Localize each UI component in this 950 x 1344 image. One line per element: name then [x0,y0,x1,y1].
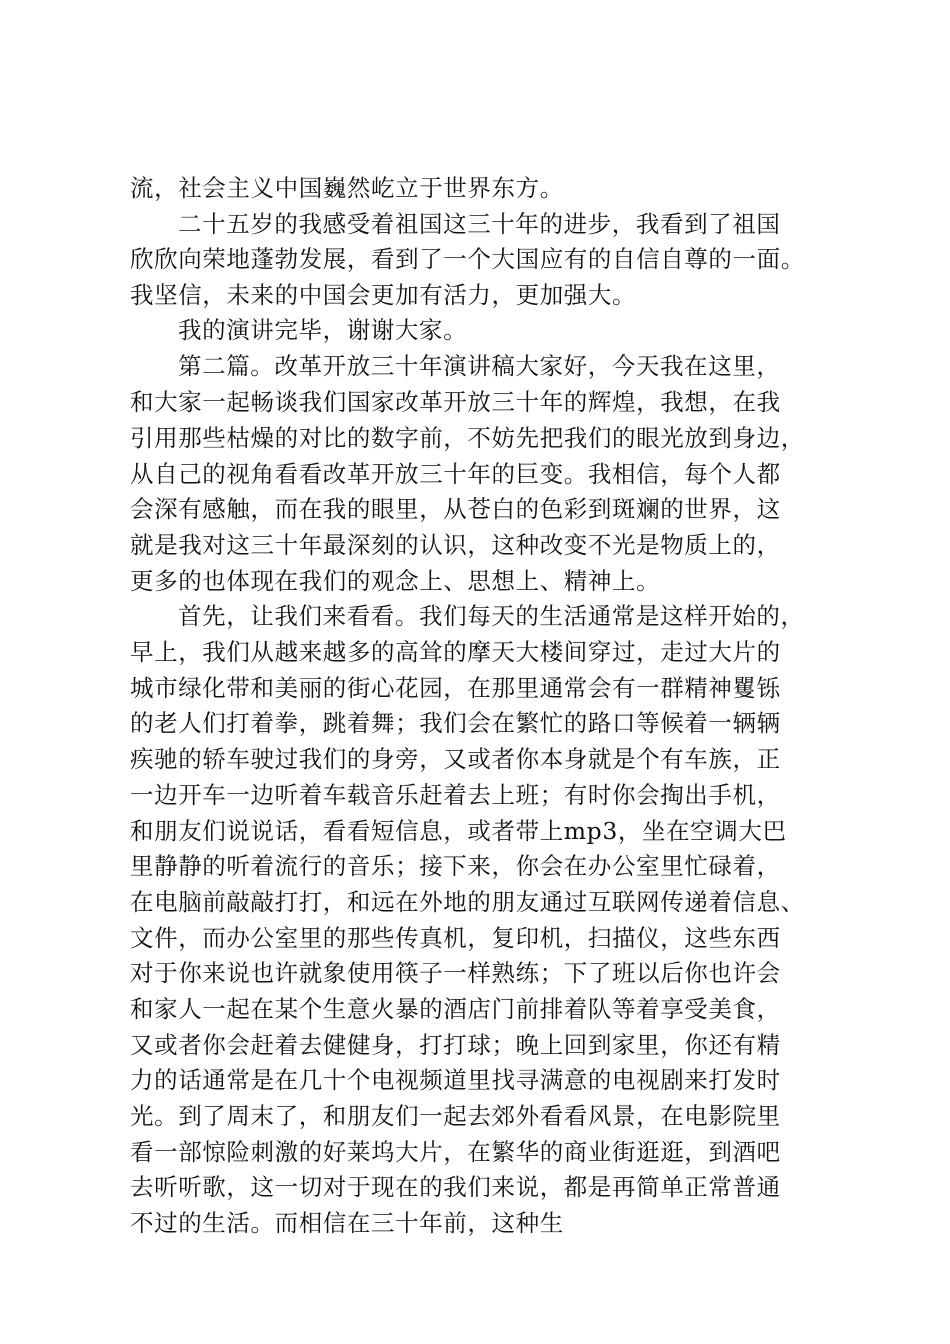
text-line: 和大家一起畅谈我们国家改革开放三十年的辉煌，我想，在我 [130,388,781,416]
text-line: 对于你来说也许就象使用筷子一样熟练；下了班以后你也许会 [130,959,781,987]
text-line: 我的演讲完毕，谢谢大家。 [178,316,468,344]
text-line: 就是我对这三十年最深刻的认识，这种改变不光是物质上的， [130,531,781,559]
text-line: 会深有感触，而在我的眼里，从苍白的色彩到斑斓的世界，这 [130,495,781,523]
text-line: 和家人一起在某个生意火暴的酒店门前排着队等着享受美食， [130,995,781,1023]
text-line: 力的话通常是在几十个电视频道里找寻满意的电视剧来打发时 [130,1066,781,1094]
text-line: 一边开车一边听着车载音乐赶着去上班；有时你会掏出手机， [130,781,781,809]
text-line: 光。到了周末了，和朋友们一起去郊外看看风景，在电影院里 [130,1102,781,1130]
text-line: 第二篇。改革开放三十年演讲稿大家好，今天我在这里， [178,352,781,380]
text-line: 流，社会主义中国巍然屹立于世界东方。 [130,174,564,202]
text-line: 看一部惊险刺激的好莱坞大片，在繁华的商业街逛逛，到酒吧 [130,1138,781,1166]
text-line: 和朋友们说说话，看看短信息，或者带上mp3，坐在空调大巴 [130,817,787,845]
text-line: 不过的生活。而相信在三十年前，这种生 [130,1209,564,1237]
text-line: 早上，我们从越来越多的高耸的摩天大楼间穿过，走过大片的 [130,638,781,666]
text-line: 去听听歌，这一切对于现在的我们来说，都是再简单正常普通 [130,1173,781,1201]
text-line: 疾驰的轿车驶过我们的身旁，又或者你本身就是个有车族，正 [130,745,781,773]
text-line: 又或者你会赶着去健健身，打打球；晚上回到家里，你还有精 [130,1031,781,1059]
text-line: 更多的也体现在我们的观念上、思想上、精神上。 [130,567,661,595]
text-line: 里静静的听着流行的音乐；接下来，你会在办公室里忙碌着， [130,852,781,880]
text-line: 文件，而办公室里的那些传真机，复印机，扫描仪，这些东西 [130,924,781,952]
text-line: 城市绿化带和美丽的街心花园，在那里通常会有一群精神矍铄 [130,674,781,702]
text-line: 在电脑前敲敲打打，和远在外地的朋友通过互联网传递着信息、 [130,888,805,916]
text-line: 我坚信，未来的中国会更加有活力，更加强大。 [130,281,637,309]
text-line: 首先，让我们来看看。我们每天的生活通常是这样开始的， [178,602,805,630]
text-line: 欣欣向荣地蓬勃发展，看到了一个大国应有的自信自尊的一面。 [130,245,805,273]
text-line: 从自己的视角看看改革开放三十年的巨变。我相信，每个人都 [130,460,781,488]
text-line: 二十五岁的我感受着祖国这三十年的进步，我看到了祖国 [178,210,781,238]
text-line: 的老人们打着拳，跳着舞；我们会在繁忙的路口等候着一辆辆 [130,709,781,737]
text-line: 引用那些枯燥的对比的数字前，不妨先把我们的眼光放到身边， [130,424,805,452]
